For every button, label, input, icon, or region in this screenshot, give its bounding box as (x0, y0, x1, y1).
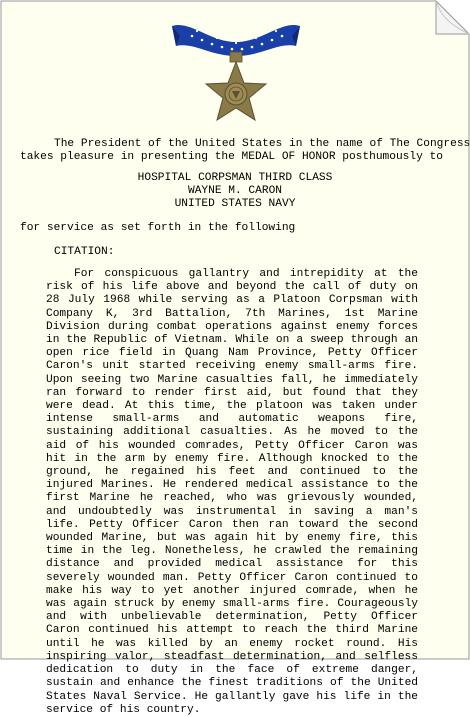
service-line: for service as set forth in the following (20, 222, 296, 234)
citation-text: For conspicuous gallantry and intrepidity at the risk of his life above and beyond the call of duty on 28 July 1968 while serving as a Platoon Corpsman with Company K, 3rd Battalion, 7th Marines, 1st Marine Division during combat operations against enemy forces in the Republic of Vietnam. While on a sweep through an open rice field in Quang Nam Province, Petty Officer Caron's unit started receiving enemy small-arms fire. Upon seeing two Marine casualties fall, he immediately ran forward to render first aid, but found that they were dead. At this time, the platoon was taken under intense small-arms and automatic weapons fire, sustaining additional casualties. As he moved to the aid of his wounded comrades, Petty Officer Caron was hit in the arm by enemy fire. Although knocked to the ground, he regained his feet and continued to the injured Marines. He rendered medical assistance to the first Marine he reached, who was grievously wounded, and undoubtedly was instrumental in saving a man's life. Petty Officer Caron then ran toward the second wounded Marine, but was again hit by enemy fire, this time in the leg. Nonetheless, he crawled the remaining distance and provided medical assistance for this severely wounded man. Petty Officer Caron continued to make his way to yet another injured comrade, when he was again struck by enemy small-arms fire. Courageously and with unbelievable determination, Petty Officer Caron continued his attempt to reach the third Marine until he was killed by an enemy rocket round. His inspiring valor, steadfast determination, and selfless dedication to duty in the face of extreme danger, sustain and enhance the finest traditions of the United States Naval Service. He gallantly gave his life in the service of his country. (46, 268, 418, 716)
recipient-service: UNITED STATES NAVY (174, 198, 296, 210)
recipient-rank: HOSPITAL CORPSMAN THIRD CLASS (137, 172, 333, 184)
page-curl-icon (436, 1, 469, 34)
intro-line-2: takes pleasure in presenting the MEDAL OF HONOR posthumously to (20, 151, 443, 163)
intro-line-1: The President of the United States in the name of The Congress (54, 138, 470, 150)
citation-body (46, 268, 418, 717)
recipient-name: WAYNE M. CARON (188, 185, 282, 197)
citation-heading: CITATION: (54, 246, 115, 258)
medal-of-honor-icon (170, 16, 302, 134)
